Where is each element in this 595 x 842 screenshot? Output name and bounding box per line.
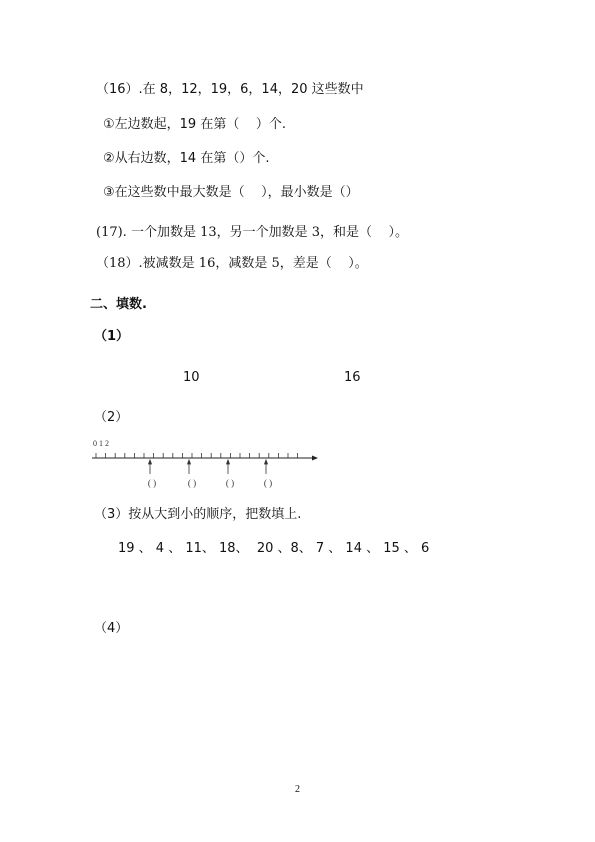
problem-2-label: （2） bbox=[94, 410, 129, 425]
number-line bbox=[92, 436, 320, 492]
problem-1-label: （1） bbox=[94, 329, 130, 344]
question-17: (17). 一个加数是 13，另一个加数是 3，和是（ ）。 bbox=[96, 225, 409, 240]
number-line-arrowhead bbox=[312, 456, 318, 461]
problem-3-numbers: 19 、 4 、 11、 18、 20 、8、 7 、 14 、 15 、 6 bbox=[118, 541, 430, 556]
problem-3-label: （3）按从大到小的顺序，把数填上. bbox=[94, 507, 302, 522]
number-line-blank: ( ) bbox=[147, 478, 157, 488]
number-line-blank: ( ) bbox=[225, 478, 235, 488]
section-heading: 二、填数. bbox=[90, 297, 147, 312]
number-line-ticks bbox=[96, 453, 298, 458]
number-line-pointer-arrows bbox=[149, 460, 268, 474]
number-line-blank: ( ) bbox=[263, 478, 273, 488]
question-16-part-c: ③在这些数中最大数是（ ），最小数是（） bbox=[103, 185, 359, 200]
number-line-blank: ( ) bbox=[187, 478, 197, 488]
problem-1-number-left: 10 bbox=[183, 370, 200, 385]
question-18: （18）.被减数是 16，减数是 5，差是（ ）。 bbox=[96, 256, 368, 271]
problem-4-label: （4） bbox=[94, 621, 129, 636]
question-16-part-b: ②从右边数，14 在第（）个. bbox=[103, 151, 270, 166]
problem-1-number-right: 16 bbox=[344, 370, 361, 385]
question-16-part-a: ①左边数起，19 在第（ ）个. bbox=[103, 117, 286, 132]
number-line-start-labels: 0 1 2 bbox=[93, 439, 109, 448]
page-number: 2 bbox=[295, 784, 300, 795]
question-16-title: （16）.在 8，12，19，6，14，20 这些数中 bbox=[96, 82, 364, 97]
